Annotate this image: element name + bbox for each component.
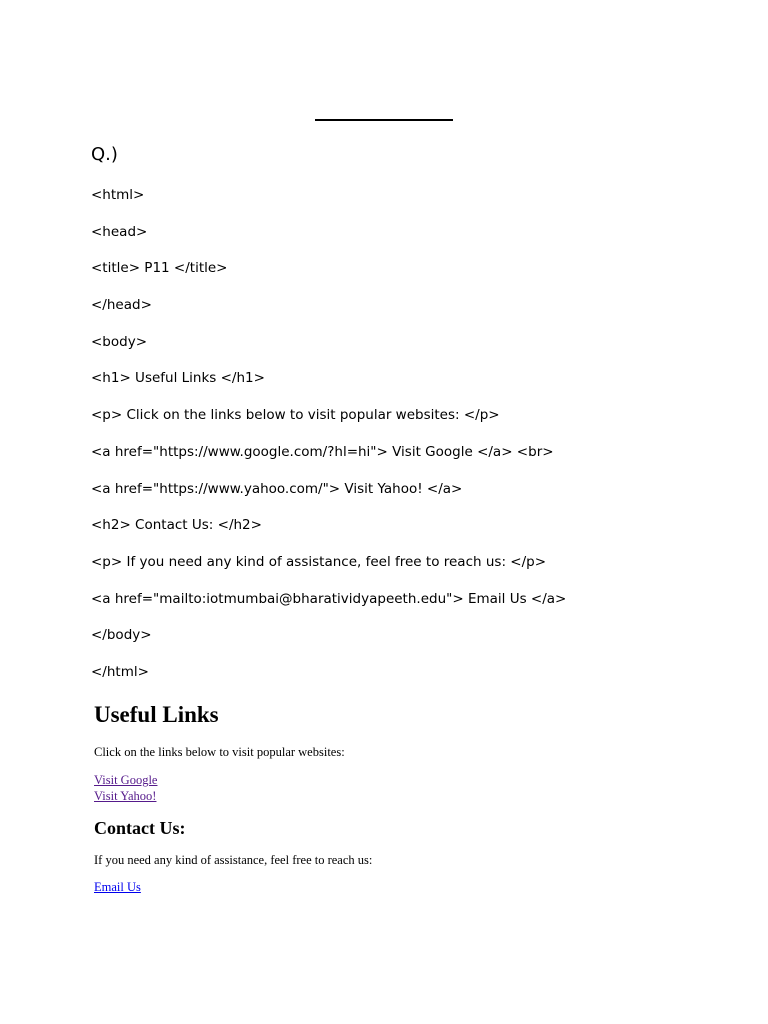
code-line: <p> If you need any kind of assistance, feel free to reach us: </p>: [91, 553, 547, 570]
question-label: Q.): [91, 144, 118, 165]
code-line: </html>: [91, 663, 149, 680]
code-line: <h2> Contact Us: </h2>: [91, 517, 262, 534]
rendered-links: [94, 772, 714, 804]
email-us-link[interactable]: Email Us: [94, 880, 141, 894]
code-line: <h1> Useful Links </h1>: [91, 370, 265, 387]
code-line: <p> Click on the links below to visit popular websites: </p>: [91, 407, 500, 424]
rendered-contact-heading: Contact Us:: [94, 818, 186, 838]
code-line: <title> P11 </title>: [91, 260, 228, 277]
code-line: <body>: [91, 333, 148, 350]
code-line: <a href="https://www.google.com/?hl=hi"> Visit Google </a> <br>: [91, 443, 554, 460]
code-block: [91, 186, 731, 700]
code-line: <html>: [91, 187, 145, 203]
header-rule: [315, 119, 453, 121]
code-line: </head>: [91, 297, 152, 314]
rendered-intro-text: Click on the links below to visit popular websites:: [94, 745, 345, 759]
visit-yahoo-link[interactable]: Visit Yahoo!: [94, 789, 157, 803]
visit-google-link[interactable]: Visit Google: [94, 773, 158, 787]
rendered-heading: Useful Links: [94, 702, 219, 727]
rendered-contact-text: If you need any kind of assistance, feel free to reach us:: [94, 853, 373, 867]
code-line: <a href="https://www.yahoo.com/"> Visit Yahoo! </a>: [91, 480, 463, 497]
code-line: <head>: [91, 223, 148, 240]
rendered-output: [94, 700, 714, 895]
code-line: </body>: [91, 627, 152, 644]
code-line: <a href="mailto:iotmumbai@bharatividyapeeth.edu"> Email Us </a>: [91, 590, 567, 607]
